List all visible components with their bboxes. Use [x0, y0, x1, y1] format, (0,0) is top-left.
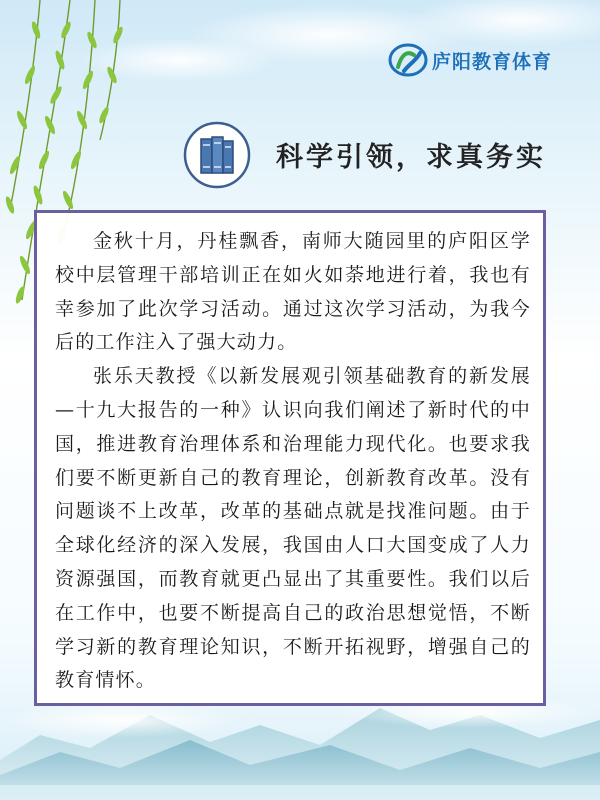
article-box	[34, 210, 546, 706]
article-paragraph-1: 金秋十月，丹桂飘香，南师大随园里的庐阳区学校中层管理干部培训正在如火如荼地进行着，我也有幸参加了此次学习活动。通过这次学习活动，为我今后的工作注入了强大动力。	[55, 230, 531, 354]
article-paragraph-2: 张乐天教授《以新发展观引领基础教育的新发展—十九大报告的一种》认识向我们阐述了新时代的中国，推进教育治理体系和治理能力现代化。也要求我们要不断更新自己的教育理论，创新教育改革。没有问题谈不上改革，改革的基础点就是找准问题。由于全球化经济的深入发展，我国由人口大国变成了人力资源强国，而教育就更凸显出了其重要性。我们以后在工作中，也要不断提高自己的政治思想觉悟，不断学习新的教育理论知识，不断开拓视野，增强自己的教育情怀。	[55, 365, 531, 692]
books-icon	[182, 120, 252, 190]
luyang-logo-icon	[388, 43, 428, 77]
brand-name: 庐阳教育体育	[432, 50, 553, 73]
brand-logo	[388, 40, 588, 80]
page-title: 科学引领，求真务实	[276, 142, 546, 173]
